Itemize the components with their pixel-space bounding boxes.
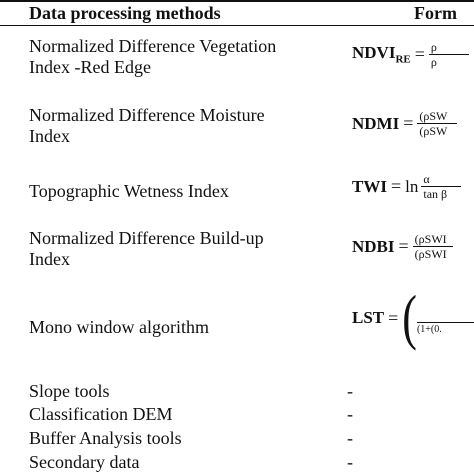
formula-lhs: NDMI — [352, 113, 400, 133]
fraction — [421, 172, 461, 201]
column-header-formula: Form — [414, 3, 457, 23]
equals-sign: = — [390, 176, 402, 196]
fraction — [413, 232, 453, 261]
formula-lhs: NDBI — [352, 236, 395, 256]
method-line: Index — [29, 249, 70, 269]
formula-classification-dem: - — [347, 404, 353, 424]
formula-lhs: $NDVI_{RE}$ — [352, 43, 411, 66]
method-lst — [29, 317, 209, 338]
open-paren: ( — [402, 283, 417, 352]
equals-sign: = — [414, 44, 425, 64]
method-line: Index — [29, 126, 70, 146]
numerator: (ρSWI — [414, 232, 447, 246]
method-line: Index -Red Edge — [29, 57, 151, 77]
formula-lst — [352, 283, 474, 352]
top-rule — [0, 0, 474, 2]
numerator: ρ — [430, 40, 437, 54]
denominator: tan β — [423, 187, 448, 201]
fraction — [417, 300, 474, 337]
formula-ndvi-re — [352, 40, 469, 69]
method-line: Mono window algorithm — [29, 317, 209, 337]
method-twi — [29, 181, 229, 202]
numerator: α — [423, 172, 430, 186]
denominator: (ρSW — [419, 124, 448, 138]
formula-twi — [352, 172, 461, 201]
formula-ndmi — [352, 109, 457, 138]
formula-buffer-analysis: - — [347, 428, 353, 448]
formula-slope-tools: - — [347, 381, 353, 401]
equals-sign: = — [398, 236, 409, 256]
denominator: ρ — [430, 55, 437, 69]
denominator: (ρSWI — [414, 247, 447, 261]
method-line: Normalized Difference Build-up — [29, 228, 264, 248]
method-ndmi — [29, 105, 265, 147]
method-slope-tools: Slope tools — [29, 381, 110, 401]
fraction — [417, 109, 457, 138]
method-ndbi — [29, 228, 264, 270]
column-header-methods: Data processing methods — [29, 3, 221, 23]
equals-sign: = — [388, 307, 399, 328]
function-name: ln — [405, 176, 419, 196]
formula-lhs: LST — [352, 308, 385, 327]
equals-sign: = — [403, 113, 414, 133]
method-line: Normalized Difference Moisture — [29, 105, 265, 125]
method-classification-dem: Classification DEM — [29, 404, 173, 424]
method-line: Normalized Difference Vegetation — [29, 36, 277, 56]
numerator: (ρSW — [419, 109, 448, 123]
method-ndvi-re — [29, 36, 276, 78]
header-rule — [0, 25, 474, 26]
method-buffer-analysis: Buffer Analysis tools — [29, 428, 182, 448]
fraction — [429, 40, 469, 69]
method-secondary-data: Secondary data — [29, 452, 140, 472]
formula-secondary-data: - — [347, 452, 353, 472]
formula-ndbi — [352, 232, 453, 261]
denominator: (1+(0. — [416, 323, 442, 335]
formula-lhs: TWI — [352, 176, 387, 196]
method-line: Topographic Wetness Index — [29, 181, 229, 201]
